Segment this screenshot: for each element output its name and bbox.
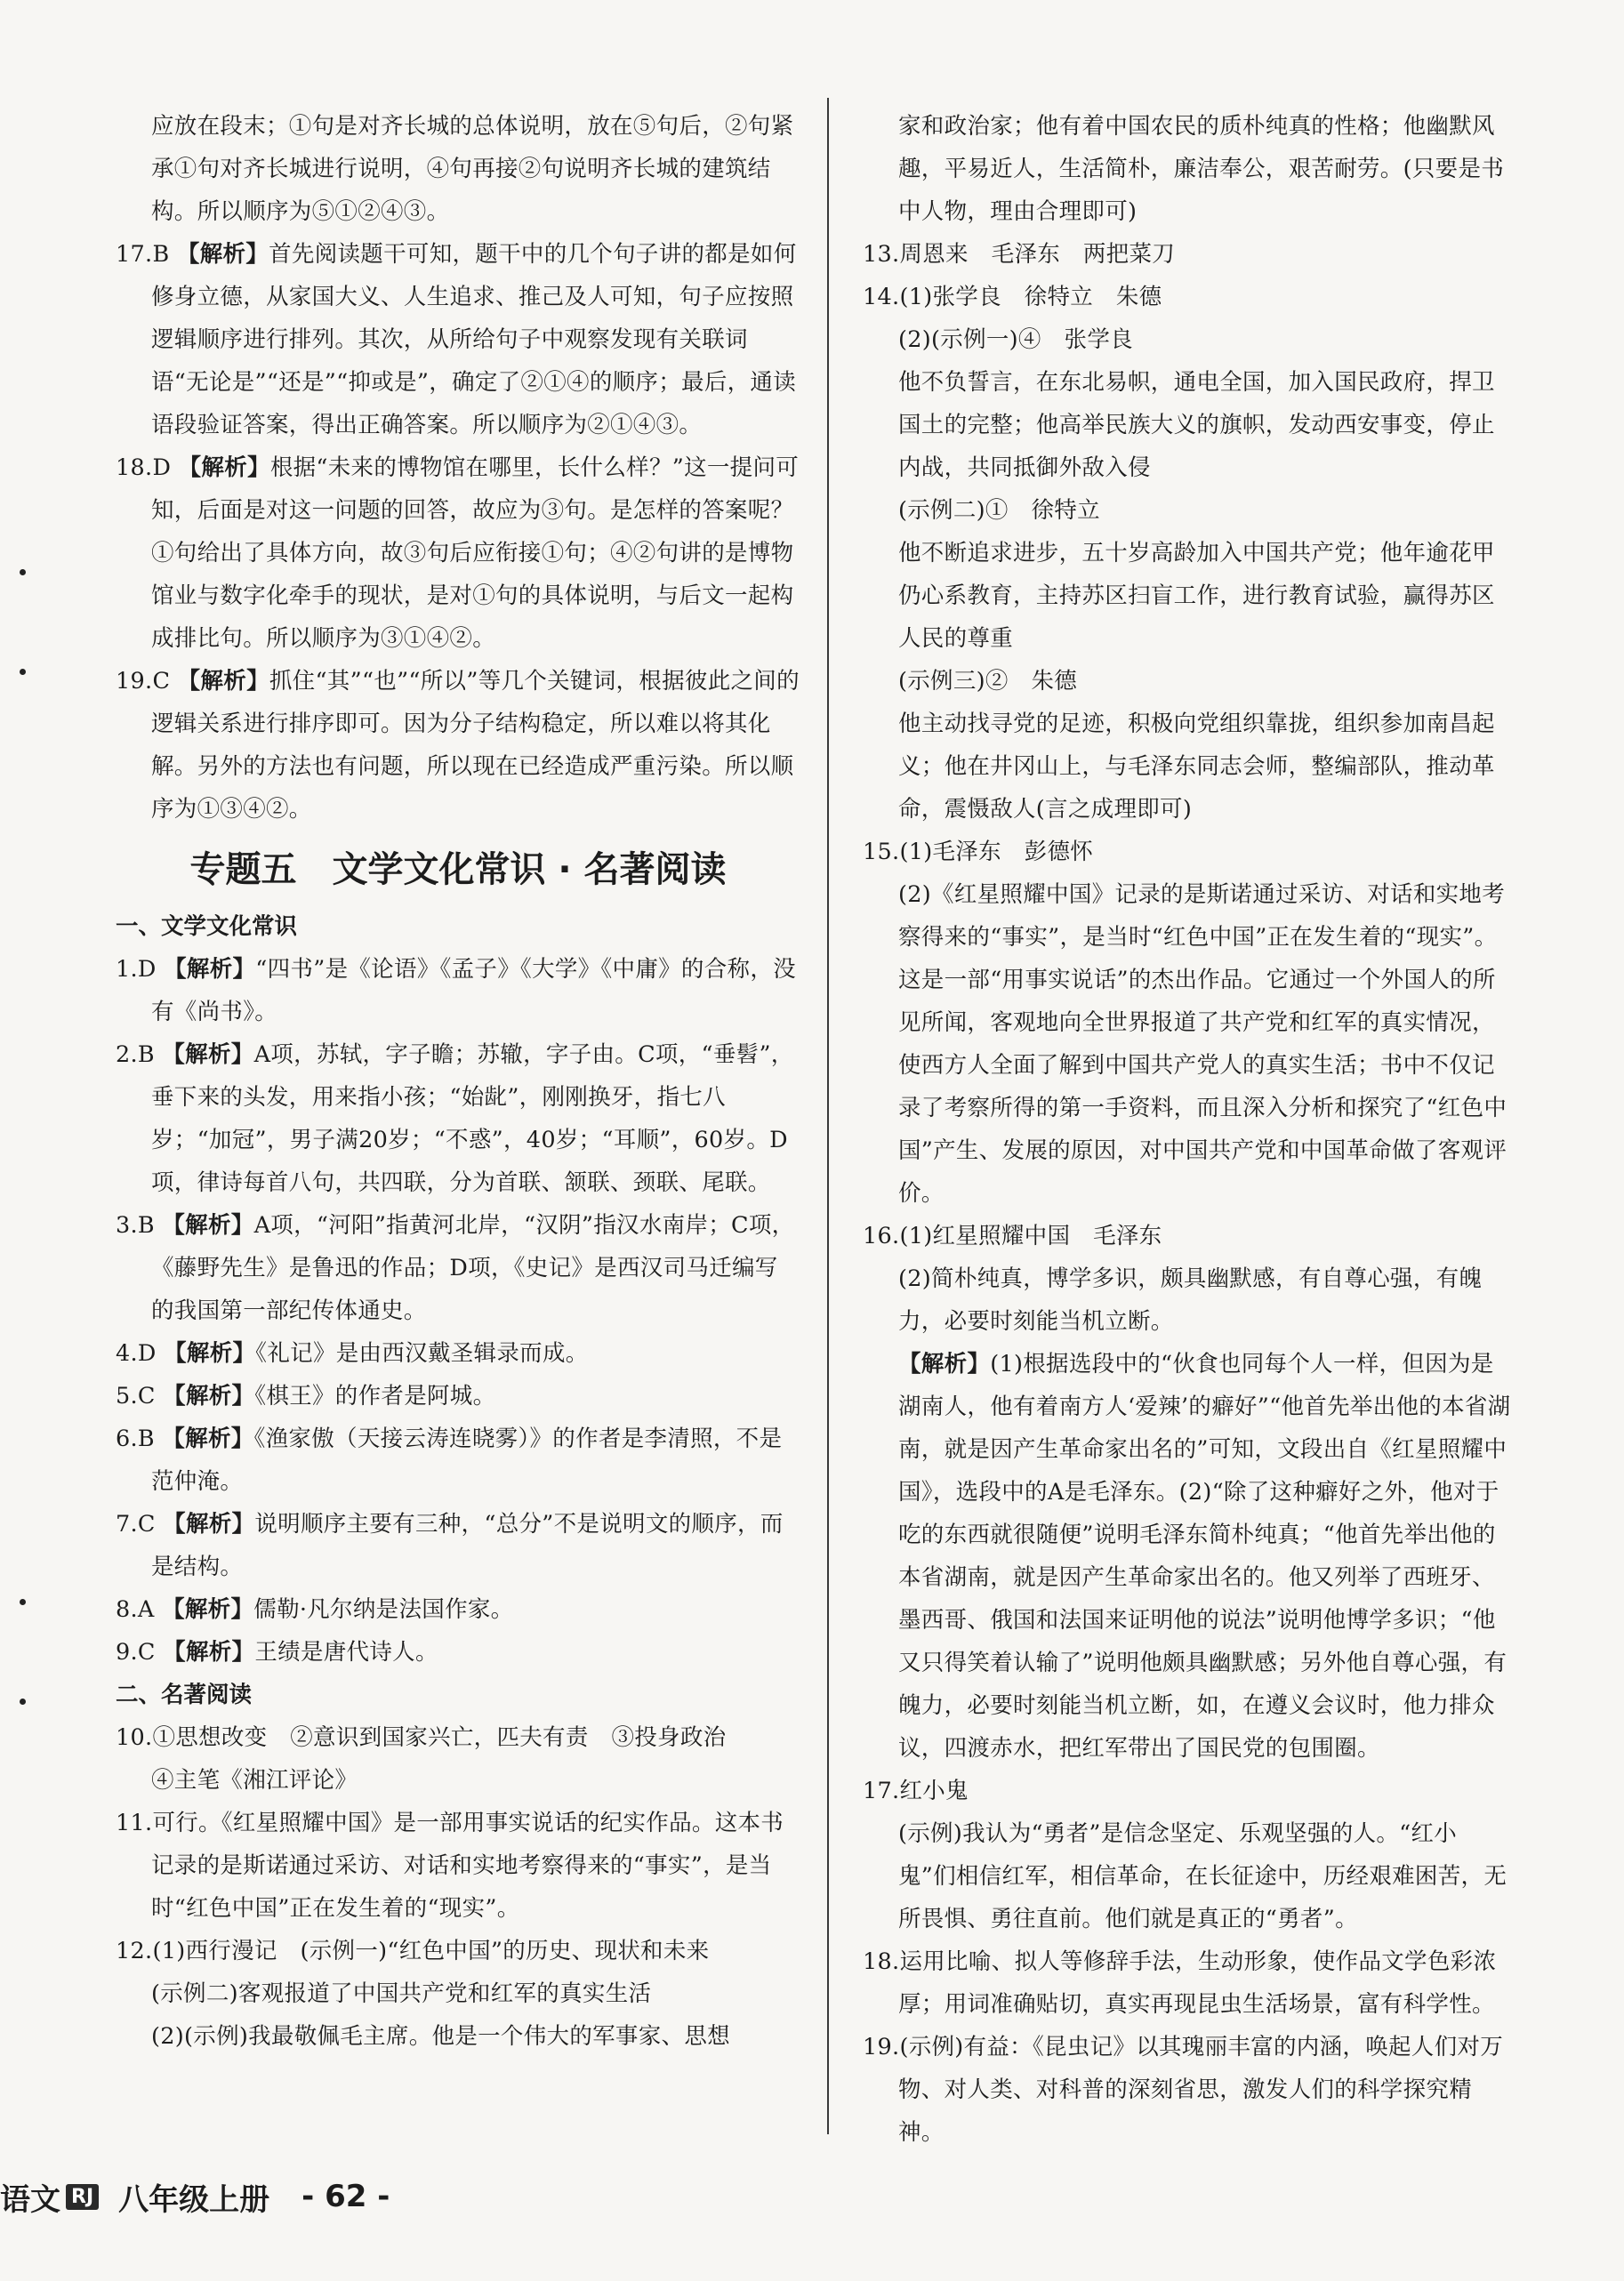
margin-dot [20, 569, 26, 575]
answer-8: 8.A 【解析】儒勒·凡尔纳是法国作家。 [116, 1596, 514, 1623]
answer-17: 17.B 【解析】首先阅读题干可知，题干中的几个句子讲的都是如何修身立德，从家国大义、人生追求、推己及人可知，句子应按照逻辑顺序进行排列。其次，从所给句子中观察发现有关联词语“无论是”“还是”“抑或是”，确定了②①④的顺序；最后，通读语段验证答案，得出正确答案。所以顺序为②①④③。 [116, 241, 797, 438]
subsection-heading: 一、文学文化常识 [116, 913, 298, 940]
answer-7: 7.C 【解析】说明顺序主要有三种，“总分”不是说明文的顺序，而是结构。 [116, 1511, 784, 1580]
answer-14: 14.(1)张学良 徐特立 朱德 [863, 284, 1162, 310]
answer-14-text-1: 他不负誓言，在东北易帜，通电全国，加入国民政府，捍卫国土的完整；他高举民族大义的旗帜，发动西安事变，停止内战，共同抵御外敌入侵 [898, 369, 1495, 481]
answer-14-example-2: (示例二)① 徐特立 [898, 497, 1100, 524]
answer-6: 6.B 【解析】《渔家傲（天接云涛连晓雾）》的作者是李清照，不是范仲淹。 [116, 1426, 783, 1495]
answer-4: 4.D 【解析】《礼记》是由西汉戴圣辑录而成。 [116, 1340, 589, 1367]
answer-12-part2: (2)(示例)我最敬佩毛主席。他是一个伟大的军事家、思想 [151, 2023, 730, 2050]
edition-badge: RJ [66, 2184, 99, 2210]
answer-18: 18.D 【解析】根据“未来的博物馆在哪里，长什么样？”这一提问可知，后面是对这一问题的回答，故应为③句。是怎样的答案呢？①句给出了具体方向，故③句后应衔接①句；④②句讲的是博物馆业与数字化牵手的现状，是对①句的具体说明，与后文一起构成排比句。所以顺序为③①④②。 [116, 454, 800, 652]
footer-grade: 八年级上册 [118, 2181, 270, 2218]
answer-13: 13.周恩来 毛泽东 两把菜刀 [863, 241, 1176, 268]
answer-16-analysis: 【解析】(1)根据选段中的“伙食也同每个人一样，但因为是湖南人，他有着南方人‘爱辣’的癖好”“他首先举出他的本省湖南，就是因产生革命家出名的”可知，文段出自《红星照耀中国》，选段中的A是毛泽东。(2)“除了这种癖好之外，他对于吃的东西就很随便”说明毛泽东简朴纯真；“他首先举出他的本省湖南，就是因产生革命家出名的。他又列举了西班牙、墨西哥、俄国和法国来证明他的说法”说明他博学多识；“他又只得笑着认输了”说明他颇具幽默感；另外他自尊心强，有魄力，必要时刻能当机立断，如，在遵义会议时，他力排众议，四渡赤水，把红军带出了国民党的包围圈。 [898, 1351, 1511, 1762]
answer-15: 15.(1)毛泽东 彭德怀 [863, 839, 1094, 865]
answer-17-example: (示例)我认为“勇者”是信念坚定、乐观坚强的人。“红小鬼”们相信红军，相信革命，在长征途中，历经艰难困苦，无所畏惧、勇往直前。他们就是真正的“勇者”。 [898, 1820, 1507, 1932]
footer-subject: 语文 [0, 2181, 60, 2218]
page-footer [0, 2170, 390, 2223]
page-number: - 62 - [301, 2179, 390, 2214]
paragraph: 家和政治家；他有着中国农民的质朴纯真的性格；他幽默风趣，平易近人，生活简朴，廉洁奉公，艰苦耐劳。(只要是书中人物，理由合理即可) [898, 113, 1505, 225]
answer-16-part2: (2)简朴纯真，博学多识，颇具幽默感，有自尊心强，有魄力，必要时刻能当机立断。 [898, 1265, 1483, 1335]
answer-1: 1.D 【解析】“四书”是《论语》《孟子》《大学》《中庸》的合称，没有《尚书》。 [116, 956, 796, 1025]
answer-19: 19.(示例)有益：《昆虫记》以其瑰丽丰富的内涵，唤起人们对万物、对人类、对科普的深刻省思，激发人们的科学探究精神。 [863, 2034, 1504, 2146]
margin-dot [20, 1699, 26, 1705]
answer-2: 2.B 【解析】A项，苏轼，字子瞻；苏辙，字子由。C项，“垂髫”，垂下来的头发，用来指小孩；“始龀”，刚刚换牙，指七八岁；“加冠”，男子满20岁；“不惑”，40岁；“耳顺”，60岁。D项，律诗每首八句，共四联，分为首联、颔联、颈联、尾联。 [116, 1041, 794, 1196]
left-column [116, 105, 800, 2058]
answer-12-example: (示例二)客观报道了中国共产党和红军的真实生活 [151, 1980, 652, 2007]
answer-14-text-3: 他主动找寻党的足迹，积极向党组织靠拢，组织参加南昌起义；他在井冈山上，与毛泽东同志会师，整编部队，推动革命，震慑敌人(言之成理即可) [898, 711, 1495, 823]
answer-17: 17.红小鬼 [863, 1778, 969, 1804]
margin-dot [20, 1599, 26, 1605]
section-title: 专题五 文学文化常识 · 名著阅读 [189, 849, 727, 890]
answer-3: 3.B 【解析】A项，“河阳”指黄河北岸，“汉阴”指汉水南岸；C项，《藤野先生》是鲁迅的作品；D项，《史记》是西汉司马迁编写的我国第一部纪传体通史。 [116, 1212, 795, 1324]
paragraph: 应放在段末；①句是对齐长城的总体说明，放在⑤句后，②句紧承①句对齐长城进行说明，④句再接②句说明齐长城的建筑结构。所以顺序为⑤①②④③。 [151, 113, 794, 225]
answer-12: 12.(1)西行漫记 (示例一)“红色中国”的历史、现状和未来 [116, 1938, 710, 1964]
answer-11: 11.可行。《红星照耀中国》是一部用事实说话的纪实作品。这本书记录的是斯诺通过采访、对话和实地考察得来的“事实”，是当时“红色中国”正在发生着的“现实”。 [116, 1810, 784, 1922]
answer-5: 5.C 【解析】《棋王》的作者是阿城。 [116, 1383, 496, 1410]
answer-16: 16.(1)红星照耀中国 毛泽东 [863, 1223, 1162, 1249]
answer-15-part2: (2)《红星照耀中国》记录的是斯诺通过采访、对话和实地考察得来的“事实”，是当时“红色中国”正在发生着的“现实”。这是一部“用事实说话”的杰出作品。它通过一个外国人的所见所闻，客观地向全世界报道了共产党和红军的真实情况，使西方人全面了解到中国共产党人的真实生活；书中不仅记录了考察所得的第一手资料，而且深入分析和探究了“红色中国”产生、发展的原因，对中国共产党和中国革命做了客观评价。 [898, 881, 1507, 1207]
subsection-heading: 二、名著阅读 [116, 1682, 253, 1708]
answer-9: 9.C 【解析】王绩是唐代诗人。 [116, 1639, 438, 1666]
answer-14-text-2: 他不断追求进步，五十岁高龄加入中国共产党；他年逾花甲仍心系教育，主持苏区扫盲工作，进行教育试验，赢得苏区人民的尊重 [898, 540, 1495, 652]
column-divider [827, 98, 829, 2134]
right-column [863, 105, 1512, 2154]
answer-14-example-1: (2)(示例一)④ 张学良 [898, 326, 1133, 353]
answer-19: 19.C 【解析】抓住“其”“也”“所以”等几个关键词，根据彼此之间的逻辑关系进行排序即可。因为分子结构稳定，所以难以将其化解。另外的方法也有问题，所以现在已经造成严重污染。所以顺序为①③④②。 [116, 668, 800, 823]
answer-10: 10.①思想改变 ②意识到国家兴亡，匹夫有责 ③投身政治 [116, 1724, 727, 1751]
answer-10-cont: ④主笔《湘江评论》 [151, 1767, 358, 1794]
answer-18: 18.运用比喻、拟人等修辞手法，生动形象，使作品文学色彩浓厚；用词准确贴切，真实再现昆虫生活场景，富有科学性。 [863, 1948, 1497, 2018]
answer-14-example-3: (示例三)② 朱德 [898, 668, 1078, 695]
margin-dot [20, 669, 26, 675]
